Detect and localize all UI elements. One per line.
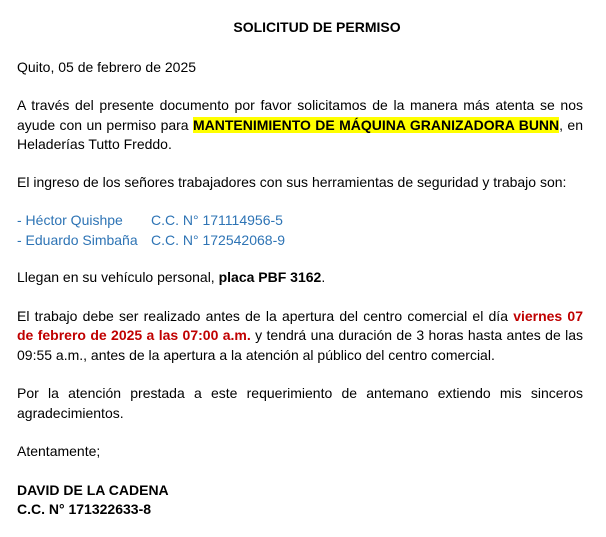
intro-paragraph [17,96,583,155]
workers-intro: El ingreso de los señores trabajadores con sus herramientas de seguridad y trabajo son: [17,173,567,190]
vehicle-plate: placa PBF 3162 [218,269,322,285]
intro-text-start: A través del presente documento por favor solicitamos de la manera más atenta se nos ayude con un permiso para [17,97,583,133]
vehicle-paragraph [17,268,583,288]
worker-name: - Eduardo Simbaña [17,231,138,248]
worker-id: C.C. N° 171114956-5 [151,212,283,228]
document-title: SOLICITUD DE PERMISO [233,19,401,35]
signer-id: C.C. N° 171322633-8 [17,501,152,517]
worker-name: - Héctor Quishpe [17,212,123,228]
signature-block [17,481,583,520]
worker-item [17,211,583,231]
schedule-date-highlight: viernes 07 de febrero de 2025 a las 07:00 a.m. [17,307,583,343]
schedule-paragraph [17,307,583,366]
closing-line: Atentamente; [17,443,101,459]
worker-item [17,231,583,251]
thanks-paragraph: Por la atención prestada a este requerimiento de antemano extiendo mis sinceros agradecimientos. [17,385,583,421]
vehicle-text-end: . [321,269,326,285]
vehicle-text-start: Llegan en su vehículo personal, [17,269,219,285]
signer-name: DAVID DE LA CADENA [17,481,169,498]
date-line: Quito, 05 de febrero de 2025 [17,58,197,75]
intro-text-end: , en Heladerías Tutto Freddo. [17,116,583,152]
service-highlight: MANTENIMIENTO DE MÁQUINA GRANIZADORA BUNN [192,116,560,133]
schedule-text-end: y tendrá una duración de 3 horas hasta antes de las 09:55 a.m., antes de la apertura a la atención al público del centro comercial. [17,327,584,363]
letter-page [17,18,583,520]
workers-list [17,211,583,250]
worker-id: C.C. N° 172542068-9 [151,231,286,248]
schedule-text-start: El trabajo debe ser realizado antes de la apertura del centro comercial el día [17,307,514,324]
